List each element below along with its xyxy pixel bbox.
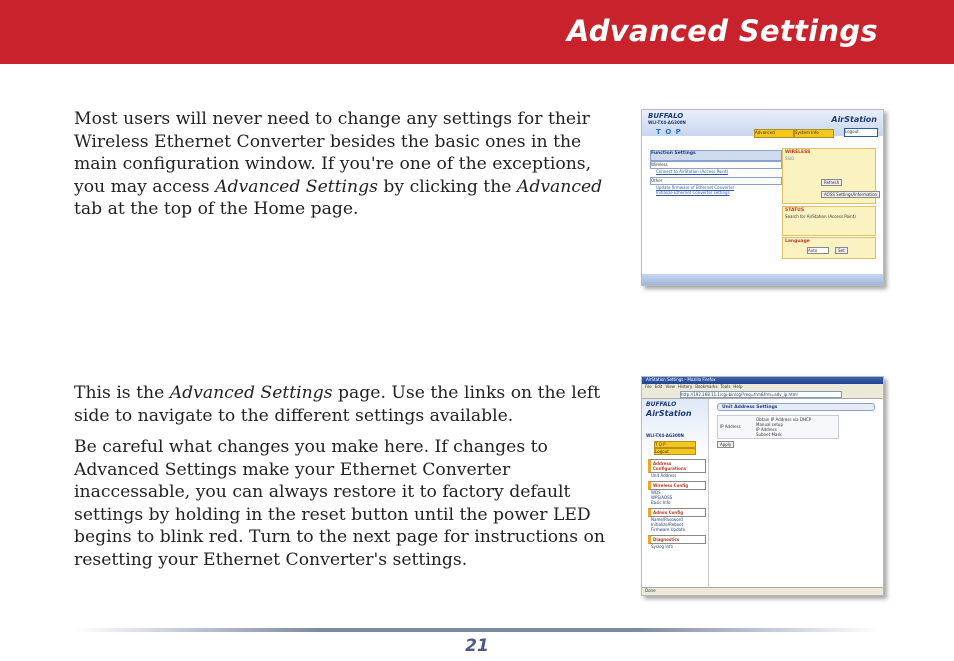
wireless-panel-title: WIRELESS — [785, 150, 811, 155]
status-text: Search for AirStation (Access Point) — [785, 214, 856, 219]
footer-divider — [75, 628, 879, 632]
nav-link[interactable]: WDS — [651, 490, 661, 495]
header-banner — [0, 0, 954, 64]
status-text: Done — [645, 588, 656, 593]
wireless-panel — [782, 148, 876, 204]
advanced-page-screenshot — [641, 376, 884, 596]
model-label: WLI-TX4-AG300N — [646, 433, 684, 438]
menu-item[interactable]: Tools — [720, 384, 731, 389]
nav-section — [648, 535, 706, 549]
ssid-label: SSID — [785, 156, 795, 161]
ip-option[interactable]: Subnet Mask — [756, 432, 782, 437]
nav-toolbar — [642, 390, 883, 399]
nav-link[interactable]: Unit Address — [651, 473, 677, 478]
status-panel — [782, 206, 876, 236]
nav-link[interactable]: Name/Password — [651, 517, 683, 522]
intro-text-1: Most users will never need to change any settings for their Wireless Ethernet Converter besides the basic ones in the main configuration window. If you're one of the exceptions, you may access — [74, 109, 592, 197]
intro-emphasis-advanced: Advanced — [516, 176, 603, 197]
status-bar — [642, 587, 883, 596]
intro-text-2: by clicking the — [377, 176, 517, 197]
ip-option[interactable]: IP Address — [756, 427, 777, 432]
advanced-sidebar — [642, 399, 708, 587]
tab-system-label: System Info — [795, 130, 819, 135]
tab-top[interactable]: T O P — [656, 128, 682, 136]
caution-paragraph: Be careful what changes you make here. If changes to Advanced Settings make your Ethernet Converter inaccessable, you can always restore it to factory default settings by holding in the reset button until the power LED begins to blink red. Turn to the next page for instructions on resetting your Ethernet Converter's settings. — [74, 437, 605, 570]
advanced-text-2: page. Use the links on the left side to navigate to the different settings available. — [74, 383, 601, 426]
other-box — [650, 177, 782, 185]
buffalo-logo: BUFFALO — [648, 112, 684, 120]
nav-section-title[interactable]: Wireless Config — [648, 481, 706, 490]
intro-paragraph — [74, 108, 624, 221]
airstation-logo: AirStation — [831, 115, 877, 124]
advanced-main — [708, 399, 884, 587]
menu-item[interactable]: History — [677, 384, 693, 389]
intro-emphasis-advanced-settings: Advanced Settings — [215, 176, 378, 197]
tab-advanced-label: Advanced — [755, 130, 775, 135]
nav-link[interactable]: WPS/AOSS — [651, 495, 673, 500]
language-panel — [782, 237, 876, 259]
nav-section-title[interactable]: Address Configurations — [648, 459, 706, 473]
window-title: AirStation Settings - Mozilla Firefox — [646, 377, 716, 382]
advanced-emphasis: Advanced Settings — [169, 383, 333, 403]
wireless-label: Wireless — [651, 162, 668, 167]
intro-text-3: tab at the top of the Home page. — [74, 199, 359, 219]
ip-option[interactable]: Obtain IP Address via DHCP — [756, 417, 812, 422]
nav-section — [648, 508, 706, 532]
ip-settings-box — [717, 415, 839, 439]
initialize-link[interactable]: Initialize Ethernet Converter settings — [656, 190, 730, 195]
ip-options — [756, 417, 811, 437]
home-footer — [642, 274, 883, 285]
nav-section-title[interactable]: Diagnostics — [648, 535, 706, 544]
nav-section — [648, 481, 706, 505]
logout-button[interactable]: Logout — [654, 448, 696, 455]
panel-title: Unit Address Settings — [717, 403, 875, 411]
page-title: Advanced Settings — [566, 14, 878, 48]
other-label: Other — [651, 178, 663, 183]
wireless-box — [650, 161, 782, 169]
buffalo-logo: BUFFALO — [646, 401, 677, 408]
top-button[interactable]: T O P — [654, 441, 696, 448]
menu-item[interactable]: View — [665, 384, 675, 389]
model-label: WLI-TX4-AG300N — [648, 120, 686, 125]
menu-item[interactable]: Bookmarks — [695, 384, 718, 389]
nav-link[interactable]: Basic Info — [651, 500, 671, 505]
nav-link[interactable]: Initialize/Reboot — [651, 522, 684, 527]
advanced-text-1: This is the — [74, 383, 170, 403]
nav-section — [648, 459, 706, 478]
advanced-page-paragraph — [74, 382, 634, 427]
page-number: 21 — [465, 636, 489, 656]
menu-item[interactable]: Help — [733, 384, 743, 389]
language-title: Language — [785, 239, 810, 244]
logout-label: Logout — [845, 129, 859, 134]
connect-link[interactable]: Connect to AirStation (Access Point) — [656, 169, 729, 174]
refresh-button[interactable]: Refresh — [821, 179, 842, 186]
tab-system-info[interactable] — [794, 129, 834, 138]
logout-button[interactable] — [844, 128, 878, 137]
advanced-nav — [648, 459, 706, 552]
aoss-button[interactable]: AOSS Settings/Information — [821, 191, 880, 198]
home-page-screenshot — [641, 109, 884, 286]
nav-link[interactable]: Syslog Info — [651, 544, 673, 549]
ip-address-label: IP Address — [720, 424, 741, 429]
ip-option[interactable]: Manual setup — [756, 422, 783, 427]
firmware-link[interactable]: Update firmware of Ethernet Converter — [656, 185, 735, 190]
airstation-logo: AirStation — [646, 409, 692, 418]
address-bar[interactable]: http://192.168.11.1/cgi-bin/cgi?req=frm&frm=adv_ip.html — [680, 391, 842, 398]
nav-section-title[interactable]: Admin Config — [648, 508, 706, 517]
apply-button[interactable]: Apply — [717, 441, 734, 448]
menu-item[interactable]: File — [645, 384, 652, 389]
nav-link[interactable]: Firmware Update — [651, 527, 686, 532]
set-button[interactable]: Set — [835, 247, 848, 254]
menu-item[interactable]: Edit — [654, 384, 663, 389]
window-titlebar — [642, 377, 883, 384]
status-title: STATUS — [785, 208, 805, 213]
language-select[interactable]: Auto — [807, 247, 829, 254]
tab-advanced[interactable] — [754, 129, 794, 138]
function-settings-heading: Function Settings — [650, 150, 782, 161]
